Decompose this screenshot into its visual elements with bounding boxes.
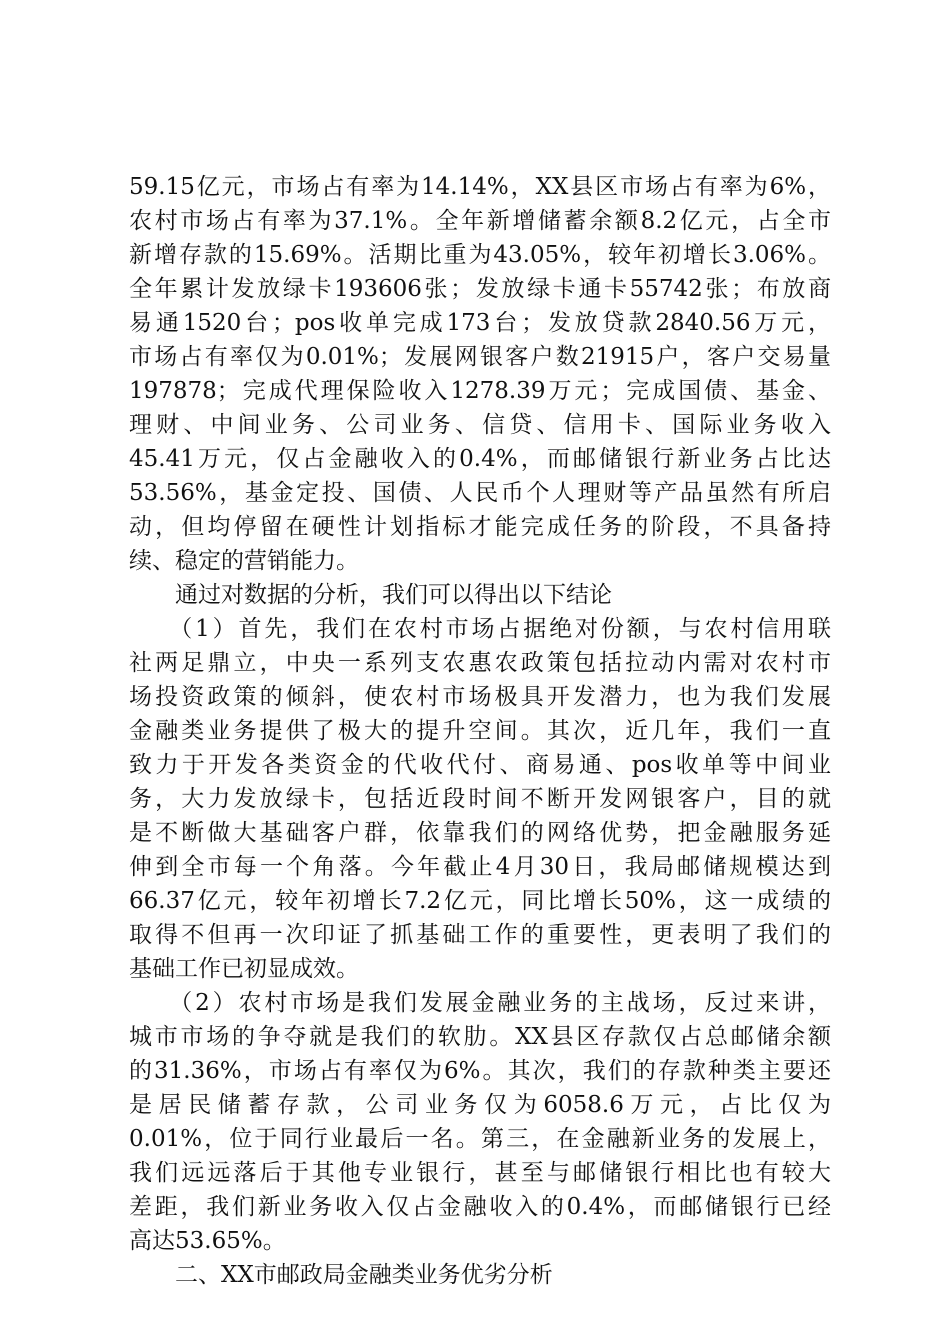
section-intro: 通过对数据的分析，我们可以得出以下结论: [129, 582, 612, 608]
text-line: 基础工作已初显成效。: [129, 956, 359, 982]
text-line: 动，但均停留在硬性计划指标才能完成任务的阶段，不具备持: [129, 514, 831, 540]
text-line: 我们远远落后于其他专业银行，甚至与邮储银行相比也有较大: [129, 1160, 831, 1186]
text-line: 高达53.65%。: [129, 1228, 286, 1254]
text-line: 差距，我们新业务收入仅占金融收入的0.4%，而邮储银行已经: [129, 1194, 831, 1220]
text-line: 社两足鼎立，中央一系列支农惠农政策包括拉动内需对农村市: [129, 650, 831, 676]
text-line: 金融类业务提供了极大的提升空间。其次，近几年，我们一直: [129, 718, 831, 744]
text-line: 致力于开发各类资金的代收代付、商易通、pos收单等中间业: [129, 752, 831, 778]
text-line: 的31.36%，市场占有率仅为6%。其次，我们的存款种类主要还: [129, 1058, 831, 1084]
text-line: 197878；完成代理保险收入1278.39万元；完成国债、基金、: [129, 378, 831, 404]
text-line: 场投资政策的倾斜，使农村市场极具开发潜力，也为我们发展: [129, 684, 831, 710]
text-line: 45.41万元，仅占金融收入的0.4%，而邮储银行新业务占比达: [129, 446, 831, 472]
text-line: 0.01%，位于同行业最后一名。第三，在金融新业务的发展上，: [129, 1126, 831, 1152]
text-line: （2）农村市场是我们发展金融业务的主战场，反过来讲，: [129, 990, 831, 1016]
text-line: 理财、中间业务、公司业务、信贷、信用卡、国际业务收入: [129, 412, 831, 438]
text-line: 全年累计发放绿卡193606张；发放绿卡通卡55742张；布放商: [129, 276, 831, 302]
text-line: 是不断做大基础客户群，依靠我们的网络优势，把金融服务延: [129, 820, 831, 846]
text-line: 城市市场的争夺就是我们的软肋。XX县区存款仅占总邮储余额: [129, 1024, 831, 1050]
text-line: 续、稳定的营销能力。: [129, 548, 359, 574]
text-line: 66.37亿元，较年初增长7.2亿元，同比增长50%，这一成绩的: [129, 888, 831, 914]
text-line: 新增存款的15.69%。活期比重为43.05%，较年初增长3.06%。: [129, 242, 831, 268]
text-line: 务，大力发放绿卡，包括近段时间不断开发网银客户，目的就: [129, 786, 831, 812]
text-line: （1）首先，我们在农村市场占据绝对份额，与农村信用联: [129, 616, 831, 642]
text-line: 市场占有率仅为0.01%；发展网银客户数21915户，客户交易量: [129, 344, 831, 370]
section-heading: 二、XX市邮政局金融类业务优劣分析: [129, 1262, 553, 1288]
text-line: 53.56%，基金定投、国债、人民币个人理财等产品虽然有所启: [129, 480, 831, 506]
text-line: 农村市场占有率为37.1%。全年新增储蓄余额8.2亿元，占全市: [129, 208, 831, 234]
text-line: 59.15亿元，市场占有率为14.14%，XX县区市场占有率为6%，: [129, 174, 831, 200]
text-line: 伸到全市每一个角落。今年截止4月30日，我局邮储规模达到: [129, 854, 831, 880]
text-line: 是居民储蓄存款，公司业务仅为6058.6万元，占比仅为: [129, 1092, 831, 1118]
text-line: 易通1520台；pos收单完成173台；发放贷款2840.56万元，: [129, 310, 831, 336]
text-line: 取得不但再一次印证了抓基础工作的重要性，更表明了我们的: [129, 922, 831, 948]
